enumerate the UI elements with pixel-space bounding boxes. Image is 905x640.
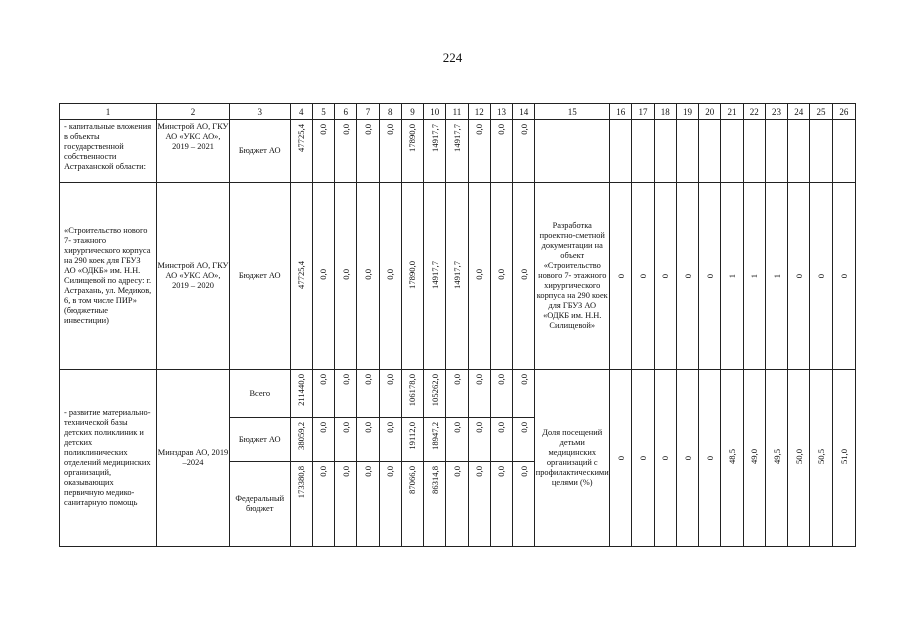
value-cell xyxy=(468,462,490,547)
value-cell xyxy=(446,183,468,370)
target-cell xyxy=(676,120,698,183)
value-cell xyxy=(335,370,357,418)
value-cell xyxy=(513,370,535,418)
cell-value: 0,0 xyxy=(385,269,396,280)
target-cell xyxy=(721,183,743,370)
cell-value: 0,0 xyxy=(385,374,396,385)
cell-value: 0,0 xyxy=(340,374,351,385)
value-cell xyxy=(468,418,490,462)
cell-value: 0,0 xyxy=(385,422,396,433)
cell-value: 0,0 xyxy=(362,422,373,433)
cell-value: 0,0 xyxy=(474,269,485,280)
cell-value: 0,0 xyxy=(362,269,373,280)
cell-value: 0,0 xyxy=(474,422,485,433)
header-cell: 8 xyxy=(379,104,401,120)
cell-value: 0,0 xyxy=(518,124,529,135)
cell-value: 211440,0 xyxy=(296,374,307,406)
target-cell xyxy=(654,370,676,547)
header-cell: 14 xyxy=(513,104,535,120)
value-cell xyxy=(513,462,535,547)
value-cell xyxy=(513,183,535,370)
cell-value: 50,5 xyxy=(816,448,827,465)
header-cell: 22 xyxy=(743,104,765,120)
header-cell: 24 xyxy=(788,104,810,120)
value-cell xyxy=(468,120,490,183)
target-cell xyxy=(721,370,743,547)
table-row xyxy=(60,120,856,183)
row3-name: - развитие материально-технической базы детских поликлиник и детских поликлинических отделений медицинских организаций, оказывающих первичную медико-санитарную помощь xyxy=(60,370,157,547)
cell-value: 0,0 xyxy=(518,466,529,477)
cell-value: 19112,0 xyxy=(407,422,418,450)
target-cell xyxy=(765,183,787,370)
header-row xyxy=(60,104,856,120)
value-cell xyxy=(290,120,312,183)
cell-value: 106178,0 xyxy=(407,374,418,407)
target-cell xyxy=(832,370,855,547)
cell-value: 0,0 xyxy=(451,422,462,433)
cell-value: 0,0 xyxy=(318,422,329,433)
cell-value: 17890,0 xyxy=(407,124,418,152)
cell-value: 0,0 xyxy=(362,374,373,385)
row2-source: Бюджет АО xyxy=(229,183,290,370)
value-cell xyxy=(312,370,334,418)
cell-value: 0 xyxy=(682,455,693,460)
value-cell xyxy=(379,120,401,183)
row2-name: «Строительство нового 7- этажного хирургического корпуса на 290 коек для ГБУЗ АО «ОДКБ» им. Н.Н. Силищевой по адресу: г. Астрахань, ул. Медиков, 6, в том числе ПИР» (бюджетные инвестиции) xyxy=(60,183,157,370)
target-cell xyxy=(610,120,632,183)
page-number: 224 xyxy=(442,50,463,65)
cell-value: 0 xyxy=(838,273,849,278)
cell-value: 86314,8 xyxy=(429,466,440,494)
cell-value: 0,0 xyxy=(340,422,351,433)
cell-value: 14917,7 xyxy=(451,260,462,289)
cell-value: 0 xyxy=(704,273,715,278)
cell-value: 0 xyxy=(660,455,671,460)
target-cell xyxy=(654,183,676,370)
cell-value: 0 xyxy=(660,273,671,278)
value-cell xyxy=(490,418,512,462)
row1-executor: Минстрой АО, ГКУ АО «УКС АО», 2019 – 2021 xyxy=(157,120,230,183)
value-cell xyxy=(401,370,423,418)
value-cell xyxy=(401,462,423,547)
value-cell xyxy=(401,418,423,462)
row2-indicator: Разработка проектно-сметной документации на объект «Строительство нового 7- этажного хирургического корпуса на 290 коек для ГБУЗ АО «ОДКБ им. Н.Н. Силищевой» xyxy=(535,183,610,370)
cell-value: 0,0 xyxy=(474,374,485,385)
target-cell xyxy=(699,120,721,183)
target-cell xyxy=(743,183,765,370)
target-cell xyxy=(632,120,654,183)
cell-value: 18947,2 xyxy=(429,422,440,450)
cell-value: 0,0 xyxy=(451,466,462,477)
cell-value: 0,0 xyxy=(518,374,529,385)
header-cell: 16 xyxy=(610,104,632,120)
header-cell: 3 xyxy=(229,104,290,120)
value-cell xyxy=(379,183,401,370)
header-cell: 26 xyxy=(832,104,855,120)
header-cell: 23 xyxy=(765,104,787,120)
cell-value: 1 xyxy=(749,273,760,278)
cell-value: 0 xyxy=(615,455,626,460)
cell-value: 87066,0 xyxy=(407,466,418,494)
value-cell xyxy=(468,183,490,370)
cell-value: 0 xyxy=(638,273,649,278)
value-cell xyxy=(490,462,512,547)
value-cell xyxy=(379,418,401,462)
row1-name: - капитальные вложения в объекты государственной собственности Астраханской области: xyxy=(60,120,157,183)
cell-value: 173380,8 xyxy=(296,466,307,499)
value-cell xyxy=(379,462,401,547)
target-cell xyxy=(721,120,743,183)
cell-value: 0,0 xyxy=(474,124,485,135)
value-cell xyxy=(490,183,512,370)
header-cell: 5 xyxy=(312,104,334,120)
target-cell xyxy=(632,183,654,370)
target-cell xyxy=(743,370,765,547)
row1-source: Бюджет АО xyxy=(229,120,290,183)
cell-value: 0,0 xyxy=(496,124,507,135)
cell-value: 0,0 xyxy=(362,466,373,477)
value-cell xyxy=(357,418,379,462)
value-cell xyxy=(357,183,379,370)
value-cell xyxy=(513,120,535,183)
target-cell xyxy=(676,183,698,370)
value-cell xyxy=(490,370,512,418)
cell-value: 47725,4 xyxy=(296,124,307,152)
target-cell xyxy=(743,120,765,183)
cell-value: 0,0 xyxy=(318,269,329,280)
cell-value: 17890,0 xyxy=(407,260,418,289)
value-cell xyxy=(468,370,490,418)
value-cell xyxy=(401,120,423,183)
row3-indicator: Доля посещений детьми медицинских организаций с профилактическими целями (%) xyxy=(535,370,610,547)
value-cell xyxy=(312,418,334,462)
cell-value: 0,0 xyxy=(496,466,507,477)
header-cell: 11 xyxy=(446,104,468,120)
row3-source-regional: Бюджет АО xyxy=(229,418,290,462)
cell-value: 0,0 xyxy=(318,124,329,135)
value-cell xyxy=(290,418,312,462)
value-cell xyxy=(335,418,357,462)
header-cell: 25 xyxy=(810,104,832,120)
table-row xyxy=(60,370,856,418)
table-row xyxy=(60,183,856,370)
cell-value: 0 xyxy=(682,273,693,278)
indicator-cell xyxy=(535,120,610,183)
cell-value: 14917,7 xyxy=(429,260,440,289)
cell-value: 0,0 xyxy=(496,374,507,385)
header-cell: 7 xyxy=(357,104,379,120)
row3-source-federal: Федеральный бюджет xyxy=(229,462,290,547)
cell-value: 48,5 xyxy=(727,448,738,465)
cell-value: 0,0 xyxy=(340,466,351,477)
header-cell: 21 xyxy=(721,104,743,120)
cell-value: 0 xyxy=(638,455,649,460)
value-cell xyxy=(357,462,379,547)
value-cell xyxy=(424,120,446,183)
header-cell: 12 xyxy=(468,104,490,120)
value-cell xyxy=(290,183,312,370)
cell-value: 0,0 xyxy=(451,374,462,385)
target-cell xyxy=(810,120,832,183)
value-cell xyxy=(312,183,334,370)
cell-value: 38059,2 xyxy=(296,422,307,450)
row3-source-total: Всего xyxy=(229,370,290,418)
cell-value: 1 xyxy=(771,273,782,278)
value-cell xyxy=(446,418,468,462)
target-cell xyxy=(699,370,721,547)
cell-value: 14917,7 xyxy=(429,124,440,152)
program-table xyxy=(59,103,856,547)
value-cell xyxy=(424,418,446,462)
value-cell xyxy=(335,183,357,370)
target-cell xyxy=(699,183,721,370)
cell-value: 0,0 xyxy=(518,422,529,433)
value-cell xyxy=(357,370,379,418)
cell-value: 0,0 xyxy=(474,466,485,477)
header-cell: 13 xyxy=(490,104,512,120)
cell-value: 1 xyxy=(727,273,738,278)
header-cell: 20 xyxy=(699,104,721,120)
header-cell: 2 xyxy=(157,104,230,120)
value-cell xyxy=(424,183,446,370)
cell-value: 49,5 xyxy=(771,448,782,465)
header-cell: 4 xyxy=(290,104,312,120)
cell-value: 50,0 xyxy=(793,448,804,465)
cell-value: 0 xyxy=(704,455,715,460)
cell-value: 51,0 xyxy=(838,448,849,465)
row2-executor: Минстрой АО, ГКУ АО «УКС АО», 2019 – 2020 xyxy=(157,183,230,370)
value-cell xyxy=(357,120,379,183)
cell-value: 0,0 xyxy=(496,269,507,280)
cell-value: 105262,0 xyxy=(429,374,440,407)
value-cell xyxy=(490,120,512,183)
target-cell xyxy=(610,370,632,547)
target-cell xyxy=(832,183,855,370)
header-cell: 6 xyxy=(335,104,357,120)
value-cell xyxy=(424,462,446,547)
value-cell xyxy=(446,370,468,418)
target-cell xyxy=(832,120,855,183)
cell-value: 0 xyxy=(615,273,626,278)
value-cell xyxy=(335,462,357,547)
header-cell: 19 xyxy=(676,104,698,120)
value-cell xyxy=(401,183,423,370)
target-cell xyxy=(788,183,810,370)
header-cell: 17 xyxy=(632,104,654,120)
value-cell xyxy=(335,120,357,183)
target-cell xyxy=(810,370,832,547)
target-cell xyxy=(676,370,698,547)
cell-value: 0,0 xyxy=(518,269,529,280)
header-cell: 1 xyxy=(60,104,157,120)
cell-value: 0,0 xyxy=(318,374,329,385)
value-cell xyxy=(379,370,401,418)
cell-value: 47725,4 xyxy=(296,260,307,289)
cell-value: 0,0 xyxy=(340,269,351,280)
value-cell xyxy=(446,120,468,183)
cell-value: 49,0 xyxy=(749,448,760,465)
cell-value: 0 xyxy=(816,273,827,278)
cell-value: 0,0 xyxy=(318,466,329,477)
target-cell xyxy=(765,120,787,183)
cell-value: 0,0 xyxy=(340,124,351,135)
value-cell xyxy=(312,462,334,547)
target-cell xyxy=(810,183,832,370)
target-cell xyxy=(788,120,810,183)
value-cell xyxy=(446,462,468,547)
cell-value: 0,0 xyxy=(385,466,396,477)
cell-value: 0,0 xyxy=(385,124,396,135)
header-cell: 9 xyxy=(401,104,423,120)
value-cell xyxy=(312,120,334,183)
target-cell xyxy=(610,183,632,370)
value-cell xyxy=(424,370,446,418)
cell-value: 14917,7 xyxy=(451,124,462,152)
target-cell xyxy=(765,370,787,547)
cell-value: 0 xyxy=(793,273,804,278)
header-cell: 15 xyxy=(535,104,610,120)
header-cell: 10 xyxy=(424,104,446,120)
target-cell xyxy=(632,370,654,547)
row3-executor: Минздрав АО, 2019 –2024 xyxy=(157,370,230,547)
cell-value: 0,0 xyxy=(496,422,507,433)
cell-value: 0,0 xyxy=(362,124,373,135)
value-cell xyxy=(513,418,535,462)
target-cell xyxy=(654,120,676,183)
target-cell xyxy=(788,370,810,547)
header-cell: 18 xyxy=(654,104,676,120)
value-cell xyxy=(290,462,312,547)
value-cell xyxy=(290,370,312,418)
